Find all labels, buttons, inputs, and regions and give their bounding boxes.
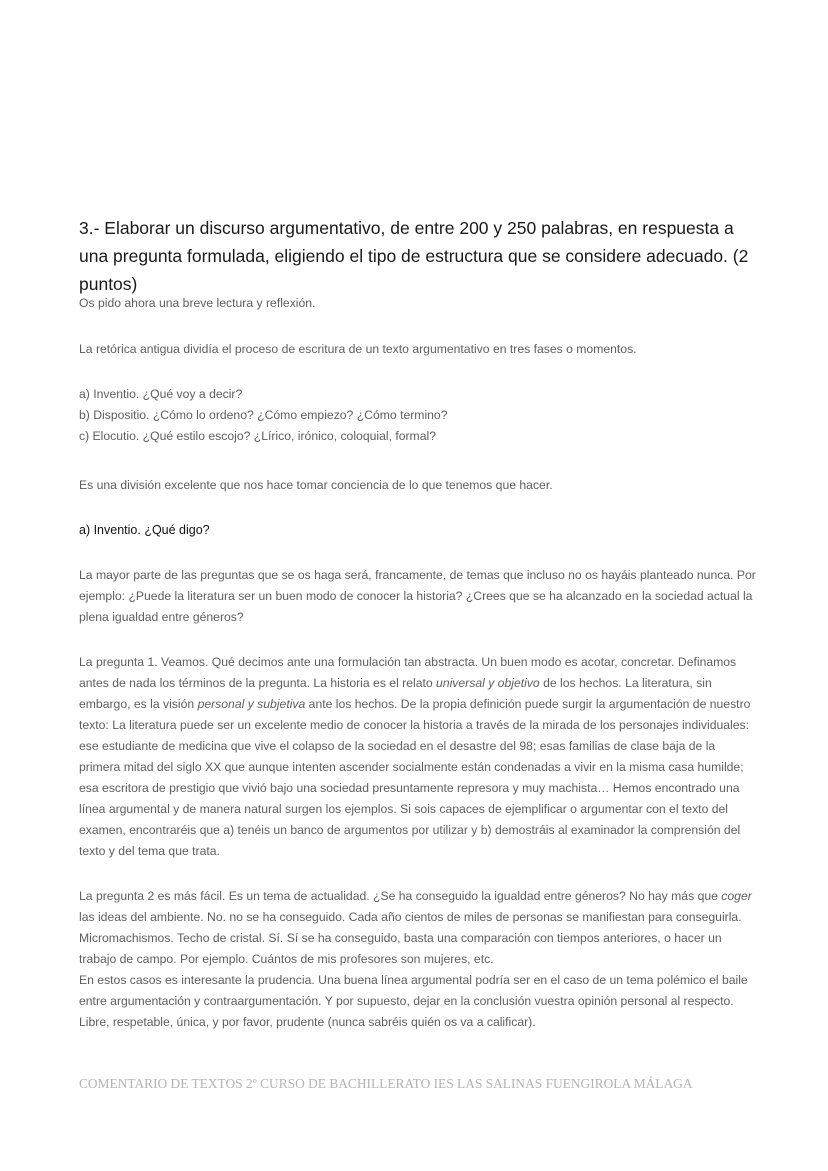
intro-paragraph: Os pido ahora una breve lectura y reflexión. <box>79 296 316 310</box>
phase-inventio: a) Inventio. ¿Qué voy a decir? <box>79 387 243 401</box>
q1-text-2: de los hechos. La literatura, sin embargo, es la visión <box>79 676 712 711</box>
q1-emphasis-2: personal y subjetiva <box>197 697 306 711</box>
section-subheading: a) Inventio. ¿Qué digo? <box>79 523 210 537</box>
question-1-paragraph <box>79 652 759 862</box>
phase-elocutio: c) Elocutio. ¿Qué estilo escojo? ¿Lírico, irónico, coloquial, formal? <box>79 429 436 443</box>
q2-emphasis-1: coger <box>721 889 752 903</box>
q2-text-2: las ideas del ambiente. No. no se ha conseguido. Cada año cientos de miles de personas se manifiestan para conseguirla. Micromachismos. Techo de cristal. Sí. Sí se ha conseguido, basta una comparación con tiempos anteriores, o hacer un trabajo de campo. Por ejemplo. Cuántos de mis profesores son mujeres, etc. <box>79 910 742 966</box>
question-2-paragraph <box>79 886 759 1033</box>
q1-text-3: ante los hechos. De la propia definición puede surgir la argumentación de nuestro texto: La literatura puede ser un excelente medio de conocer la historia a través de la mirada de los personajes individuales: ese estudiante de medicina que vive el colapso de la sociedad en el desastre del 98; esas familias de clase baja de la primera mitad del siglo XX que aunque intenten ascender socialmente están condenadas a vivir en la misma casa humilde; esa escritora de prestigio que vivió bajo una sociedad presuntamente represora y muy machista… Hemos encontrado una línea argumental y de manera natural surgen los ejemplos. Si sois capaces de ejemplificar o argumentar con el texto del examen, encontraréis que a) tenéis un banco de argumentos por utilizar y b) demostráis al examinador la comprensión del texto y del tema que trata. <box>79 697 751 858</box>
questions-paragraph: La mayor parte de las preguntas que se os haga será, francamente, de temas que incluso no os hayáis planteado nunca. Por ejemplo: ¿Puede la literatura ser un buen modo de conocer la historia? ¿Crees que se ha alcanzado en la sociedad actual la plena igualdad entre géneros? <box>79 568 756 624</box>
phases-list <box>79 384 759 447</box>
division-paragraph: Es una división excelente que nos hace tomar conciencia de lo que tenemos que hacer. <box>79 478 553 492</box>
q1-text-1: La pregunta 1. Veamos. Qué decimos ante una formulación tan abstracta. Un buen modo es acotar, concretar. Definamos antes de nada los términos de la pregunta. La historia es el relato <box>79 655 737 690</box>
phase-dispositio: b) Dispositio. ¿Cómo lo ordeno? ¿Cómo empiezo? ¿Cómo termino? <box>79 408 448 422</box>
page-footer: COMENTARIO DE TEXTOS 2º CURSO DE BACHILLERATO IES LAS SALINAS FUENGIROLA MÁLAGA <box>79 1076 693 1091</box>
q1-emphasis-1: universal y objetivo <box>436 676 540 690</box>
q2-text-3: En estos casos es interesante la prudencia. Una buena línea argumental podría ser en el caso de un tema polémico el baile entre argumentación y contraargumentación. Y por supuesto, dejar en la conclusión vuestra opinión personal al respecto. Libre, respetable, única, y por favor, prudente (nunca sabréis quién os va a calificar). <box>79 973 748 1029</box>
q2-text-1: La pregunta 2 es más fácil. Es un tema de actualidad. ¿Se ha conseguido la igualdad entre géneros? No hay más que <box>79 889 722 903</box>
exercise-heading: 3.- Elaborar un discurso argumentativo, de entre 200 y 250 palabras, en respuesta a una pregunta formulada, eligiendo el tipo de estructura que se considere adecuado. (2 puntos) <box>79 218 749 294</box>
rhetoric-paragraph: La retórica antigua dividía el proceso de escritura de un texto argumentativo en tres fases o momentos. <box>79 342 637 356</box>
